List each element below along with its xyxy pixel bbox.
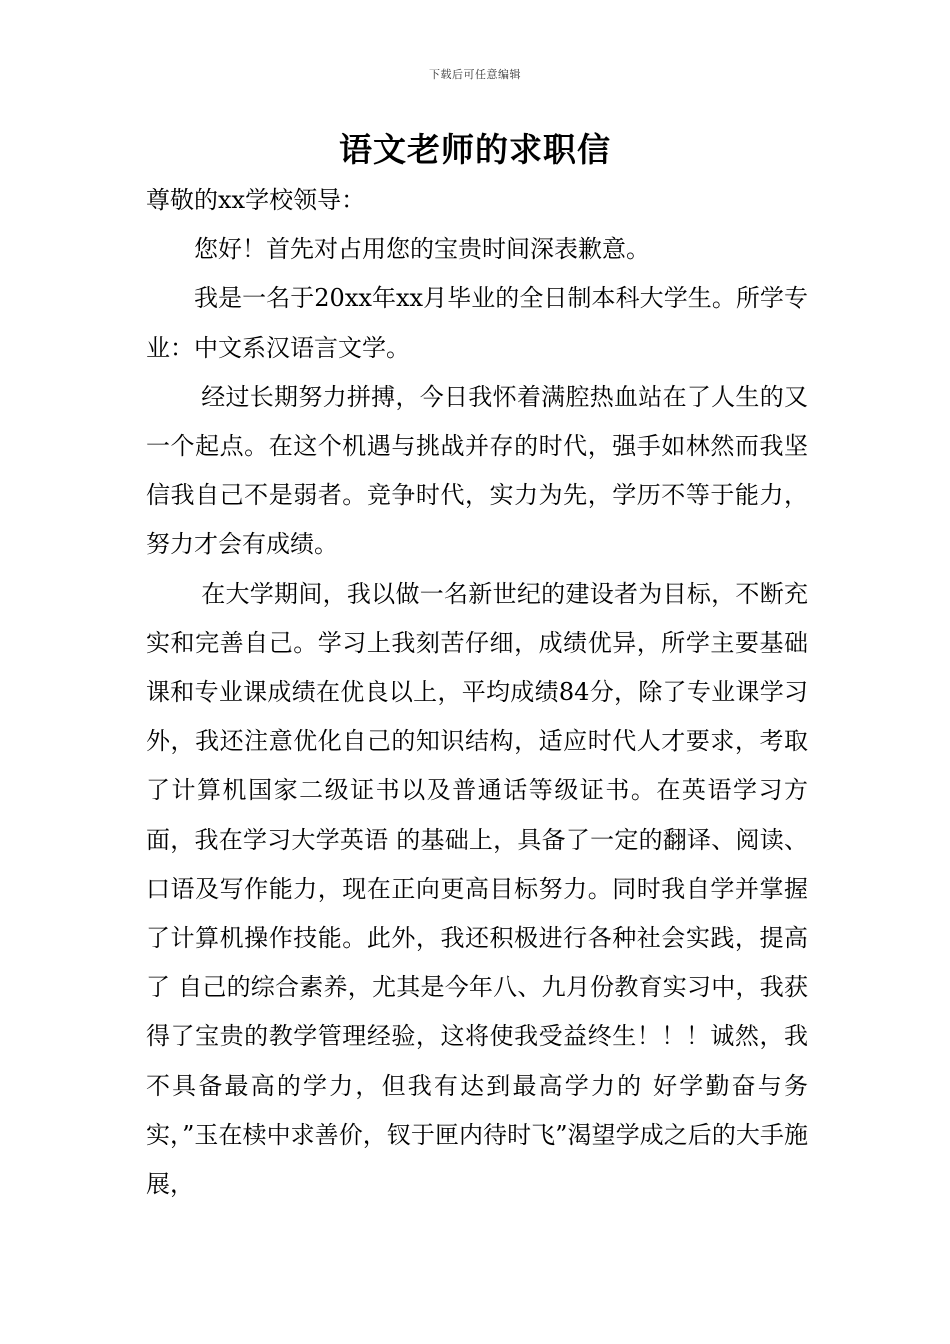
paragraph-university-experience: 在大学期间，我以做一名新世纪的建设者为目标，不断充实和完善自己。学习上我刻苦仔细，成绩优异，所学主要基础课和专业课成绩在优良以上，平均成绩84分，除了专业课学习外，我还注意优化自己的知识结构，适应时代人才要求，考取了计算机国家二级证书以及普通话等级证书。在英语学习方面，我在学习大学英语 的基础上，具备了一定的翻译、阅读、口语及写作能力，现在正向更高目标努力。同时我自学并掌握了计算机操作技能。此外，我还积极进行各种社会实践，提高了 自己的综合素养，尤其是今年八、九月份教育实习中，我获得了宝贵的教学管理经验，这将使我受益终生！！！诚然，我不具备最高的学力，但我有达到最高学力的 好学勤奋与务实，”玉在椟中求善价，钗于匣内待时飞”渴望学成之后的大手施展， <box>146 579 808 1199</box>
paragraph-motivation: 经过长期努力拼搏，今日我怀着满腔热血站在了人生的又一个起点。在这个机遇与挑战并存的时代，强手如林然而我坚信我自己不是弱者。竞争时代，实力为先，学历不等于能力，努力才会有成绩。 <box>146 382 808 559</box>
letter-body <box>146 176 808 1209</box>
salutation: 尊敬的xx学校领导： <box>146 186 366 214</box>
paragraph-introduction: 我是一名于20xx年xx月毕业的全日制本科大学生。所学专业：中文系汉语言文学。 <box>146 284 808 362</box>
document-title: 语文老师的求职信 <box>339 130 611 169</box>
paragraph-greeting: 您好！首先对占用您的宝贵时间深表歉意。 <box>194 235 650 264</box>
header-note: 下载后可任意编辑 <box>429 68 521 81</box>
